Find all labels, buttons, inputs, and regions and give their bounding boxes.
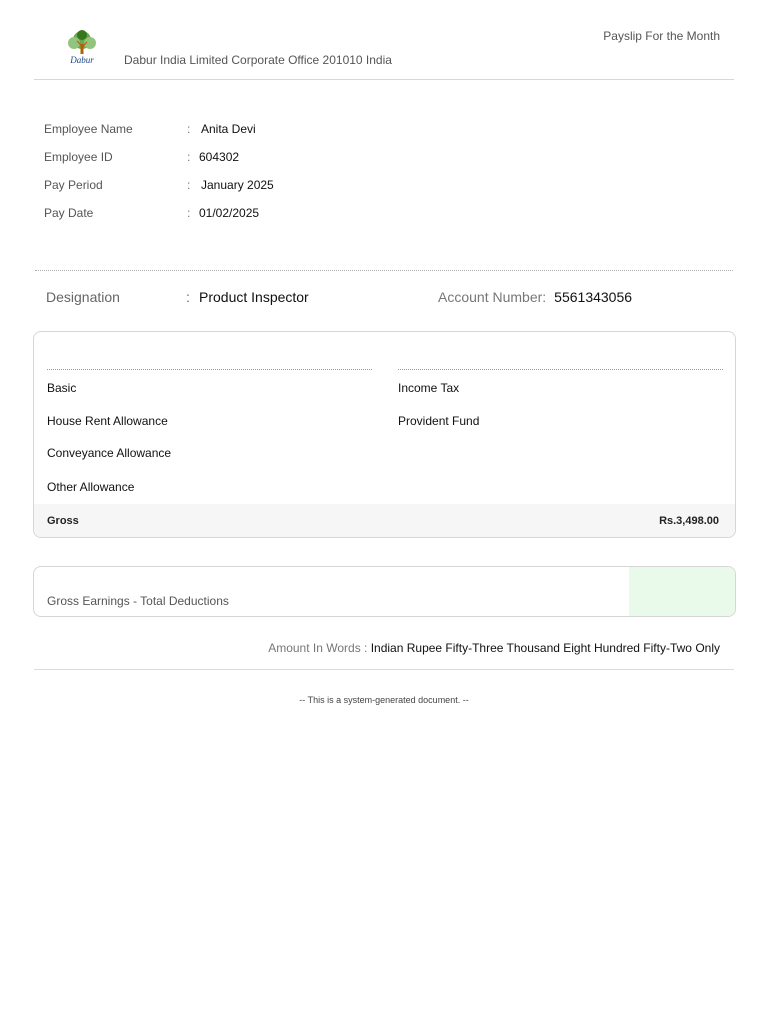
gross-value: Rs.3,498.00 bbox=[659, 515, 719, 527]
gross-label: Gross bbox=[47, 515, 79, 527]
section-divider bbox=[35, 270, 733, 271]
deduction-item: Income Tax bbox=[398, 381, 460, 395]
earning-item: Conveyance Allowance bbox=[47, 446, 172, 460]
pay-date-value: 01/02/2025 bbox=[199, 206, 260, 220]
colon: : bbox=[187, 178, 191, 192]
amount-in-words-label: Amount In Words : bbox=[268, 641, 368, 655]
net-pay-label: Gross Earnings - Total Deductions bbox=[47, 594, 229, 608]
pay-date-label: Pay Date bbox=[44, 206, 94, 220]
footer-divider bbox=[34, 669, 734, 670]
svg-text:Dabur: Dabur bbox=[70, 55, 94, 65]
net-pay-amount-cell bbox=[629, 567, 735, 616]
earnings-deductions-table bbox=[33, 331, 736, 538]
payslip-title: Payslip For the Month bbox=[603, 29, 720, 43]
account-number-value: 5561343056 bbox=[554, 289, 633, 305]
dabur-logo bbox=[62, 28, 102, 66]
colon: : bbox=[187, 122, 191, 136]
designation-value: Product Inspector bbox=[199, 289, 309, 305]
deductions-column-rule bbox=[398, 369, 723, 370]
pay-period-label: Pay Period bbox=[44, 178, 103, 192]
account-number-label: Account Number: bbox=[438, 289, 547, 305]
employee-id-value: 604302 bbox=[199, 150, 240, 164]
system-generated-note: -- This is a system-generated document. -- bbox=[299, 695, 469, 705]
gross-row bbox=[34, 504, 735, 538]
company-address: Dabur India Limited Corporate Office 201010 India bbox=[124, 53, 392, 67]
amount-in-words-value: Indian Rupee Fifty-Three Thousand Eight Hundred Fifty-Two Only bbox=[370, 641, 720, 655]
payslip-header bbox=[34, 0, 734, 80]
colon: : bbox=[186, 289, 190, 305]
account-number-row bbox=[438, 289, 632, 305]
employee-name-label: Employee Name bbox=[44, 122, 133, 136]
tree-icon bbox=[62, 28, 102, 66]
earning-item: House Rent Allowance bbox=[47, 414, 168, 428]
earning-item: Other Allowance bbox=[47, 480, 135, 494]
earning-item: Basic bbox=[47, 381, 77, 395]
colon: : bbox=[187, 150, 191, 164]
colon: : bbox=[187, 206, 191, 220]
net-pay-box bbox=[33, 566, 736, 617]
deduction-item: Provident Fund bbox=[398, 414, 480, 428]
employee-name-value: Anita Devi bbox=[201, 122, 256, 136]
earnings-column-rule bbox=[47, 369, 372, 370]
pay-period-value: January 2025 bbox=[201, 178, 274, 192]
employee-id-label: Employee ID bbox=[44, 150, 113, 164]
amount-in-words bbox=[268, 641, 720, 655]
designation-label: Designation bbox=[46, 289, 120, 305]
